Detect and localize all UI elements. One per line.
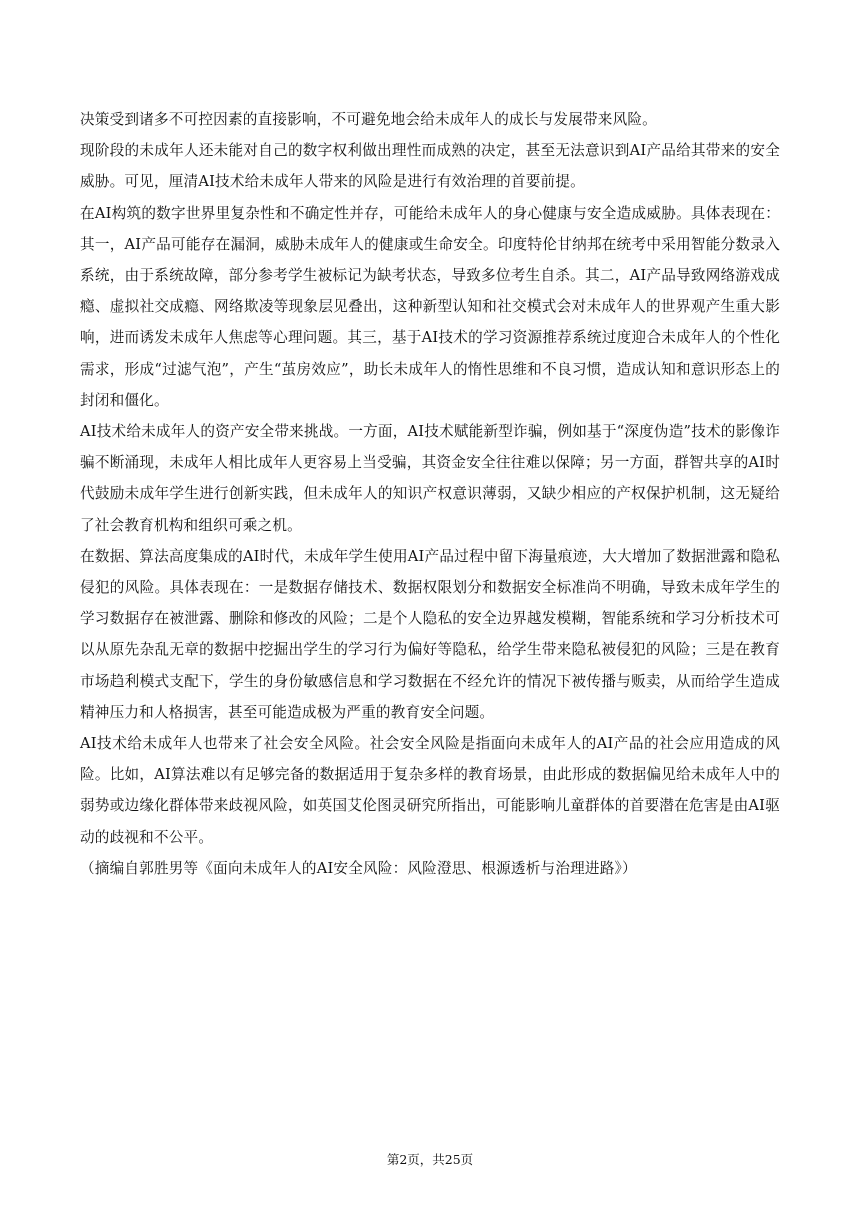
paragraph-6: AI技术给未成年人也带来了社会安全风险。社会安全风险是指面向未成年人的AI产品的社会应用造成的风险。比如，AI算法难以有足够完备的数据适用于复杂多样的教育场景，由此形成的数据偏见给未成年人中的弱势或边缘化群体带来歧视风险，如英国艾伦图灵研究所指出，可能影响儿童群体的首要潜在危害是由AI驱动的歧视和不公平。 — [80, 735, 780, 846]
document-body — [80, 104, 780, 884]
paragraph-5: 在数据、算法高度集成的AI时代，未成年学生使用AI产品过程中留下海量痕迹，大大增加了数据泄露和隐私侵犯的风险。具体表现在：一是数据存储技术、数据权限划分和数据安全标准尚不明确，导致未成年学生的学习数据存在被泄露、删除和修改的风险；二是个人隐私的安全边界越发模糊，智能系统和学习分析技术可以从原先杂乱无章的数据中挖掘出学生的学习行为偏好等隐私，给学生带来隐私被侵犯的风险；三是在教育市场趋利模式支配下，学生的身份敏感信息和学习数据在不经允许的情况下被传播与贩卖，从而给学生造成精神压力和人格损害，甚至可能造成极为严重的教育安全问题。 — [80, 547, 780, 721]
page-number-footer: 第2页，共25页 — [386, 1152, 474, 1167]
paragraph-2: 现阶段的未成年人还未能对自己的数字权利做出理性而成熟的决定，甚至无法意识到AI产品给其带来的安全威胁。可见，厘清AI技术给未成年人带来的风险是进行有效治理的首要前提。 — [80, 142, 780, 191]
paragraph-1: 决策受到诸多不可控因素的直接影响，不可避免地会给未成年人的成长与发展带来风险。 — [80, 111, 657, 128]
paragraph-4: AI技术给未成年人的资产安全带来挑战。一方面，AI技术赋能新型诈骗，例如基于“深度伪造”技术的影像诈骗不断涌现，未成年人相比成年人更容易上当受骗，其资金安全往往难以保障；另一方面，群智共享的AI时代鼓励未成年学生进行创新实践，但未成年人的知识产权意识薄弱，又缺少相应的产权保护机制，这无疑给了社会教育机构和组织可乘之机。 — [80, 423, 780, 534]
source-citation: （摘编自郭胜男等《面向未成年人的AI安全风险：风险澄思、根源透析与治理进路》） — [80, 859, 637, 877]
paragraph-3: 在AI构筑的数字世界里复杂性和不确定性并存，可能给未成年人的身心健康与安全造成威胁。具体表现在：其一，AI产品可能存在漏洞，威胁未成年人的健康或生命安全。印度特伦甘纳邦在统考中采用智能分数录入系统，由于系统故障，部分参考学生被标记为缺考状态，导致多位考生自杀。其二，AI产品导致网络游戏成瘾、虚拟社交成瘾、网络欺凌等现象层见叠出，这种新型认知和社交模式会对未成年人的世界观产生重大影响，进而诱发未成年人焦虑等心理问题。其三，基于AI技术的学习资源推荐系统过度迎合未成年人的个性化需求，形成“过滤气泡”，产生“茧房效应”，助长未成年人的惰性思维和不良习惯，造成认知和意识形态上的封闭和僵化。 — [80, 204, 780, 409]
